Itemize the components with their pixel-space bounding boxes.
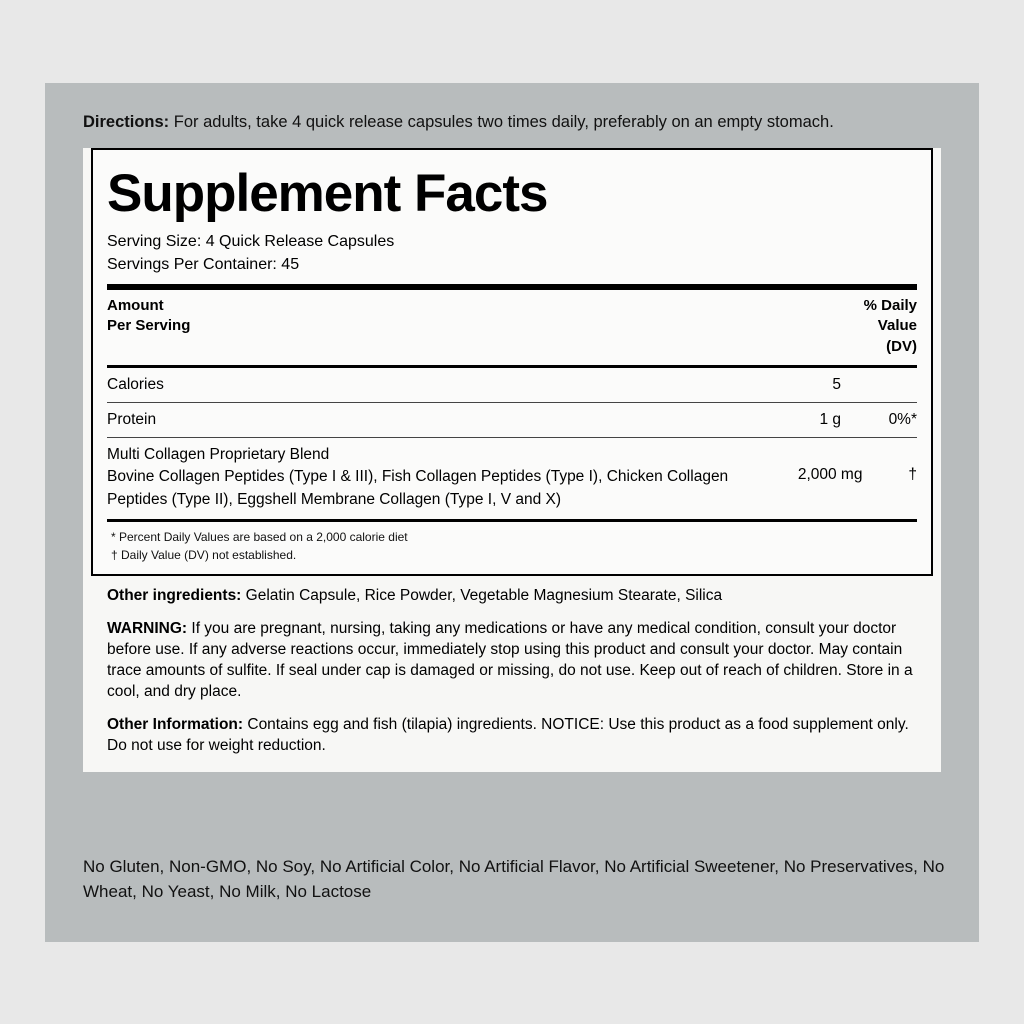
blend-dv: † bbox=[908, 465, 917, 483]
other-information bbox=[107, 715, 917, 757]
other-ingredients-text: Gelatin Capsule, Rice Powder, Vegetable Magnesium Stearate, Silica bbox=[241, 587, 723, 605]
other-information-text: Contains egg and fish (tilapia) ingredients. NOTICE: Use this product as a food supplement only. Do not use for weight reduction. bbox=[107, 715, 909, 754]
supplement-facts-box bbox=[91, 148, 933, 576]
daily-value-header bbox=[864, 296, 917, 357]
label-body-text bbox=[83, 576, 941, 772]
nutrient-amount: 5 bbox=[832, 375, 841, 393]
nutrient-name: Calories bbox=[107, 375, 164, 393]
table-row bbox=[107, 368, 917, 402]
other-information-label: Other Information: bbox=[107, 715, 244, 733]
warning bbox=[107, 619, 917, 703]
footnote-percent-dv: * Percent Daily Values are based on a 2,000 calorie diet bbox=[111, 530, 408, 545]
directions-text bbox=[83, 112, 945, 133]
blend-name: Multi Collagen Proprietary Blend bbox=[107, 445, 330, 463]
amount-header-line1: Amount bbox=[107, 297, 164, 315]
directions-body: For adults, take 4 quick release capsules two times daily, preferably on an empty stomach. bbox=[169, 113, 834, 131]
blend-text bbox=[107, 444, 787, 511]
supplement-label-page bbox=[45, 83, 979, 942]
nutrient-name: Protein bbox=[107, 410, 157, 428]
supplement-facts-title: Supplement Facts bbox=[107, 164, 548, 223]
footnote-dagger: † Daily Value (DV) not established. bbox=[111, 548, 297, 563]
warning-label: WARNING: bbox=[107, 619, 188, 637]
footnotes bbox=[107, 522, 917, 564]
other-ingredients bbox=[107, 586, 917, 607]
blend-detail: Bovine Collagen Peptides (Type I & III), Fish Collagen Peptides (Type I), Chicken Collagen Peptides (Type II), Eggshell Membrane Collagen (Type I, V and X) bbox=[107, 468, 729, 508]
blend-amount: 2,000 mg bbox=[797, 465, 863, 483]
amount-per-serving-header bbox=[107, 296, 190, 337]
servings-per-container: Servings Per Container: 45 bbox=[107, 255, 300, 273]
directions-label: Directions: bbox=[83, 113, 170, 131]
nutrient-dv: 0%* bbox=[888, 410, 917, 428]
nutrient-amount: 1 g bbox=[819, 410, 841, 428]
serving-size: Serving Size: 4 Quick Release Capsules bbox=[107, 232, 395, 250]
free-from-claims: No Gluten, Non-GMO, No Soy, No Artificial Color, No Artificial Flavor, No Artificial Sweetener, No Preservatives, No Wheat, No Yeast, No Milk, No Lactose bbox=[83, 857, 945, 901]
warning-text: If you are pregnant, nursing, taking any medications or have any medical condition, consult your doctor before use. If any adverse reactions occur, immediately stop using this product and consult your doctor. May contain trace amounts of sulfite. If seal under cap is damaged or missing, do not use. Keep out of reach of children. Store in a cool, and dry place. bbox=[107, 619, 913, 700]
amount-header-line2: Per Serving bbox=[107, 317, 191, 335]
facts-table-header bbox=[107, 290, 917, 365]
dv-header-line2: Value bbox=[877, 317, 917, 335]
other-ingredients-label: Other ingredients: bbox=[107, 587, 242, 605]
supplement-facts-panel bbox=[83, 148, 941, 772]
dv-header-line3: (DV) bbox=[886, 337, 917, 355]
table-row-blend bbox=[107, 438, 917, 519]
table-row bbox=[107, 403, 917, 437]
dv-header-line1: % Daily bbox=[863, 297, 917, 315]
